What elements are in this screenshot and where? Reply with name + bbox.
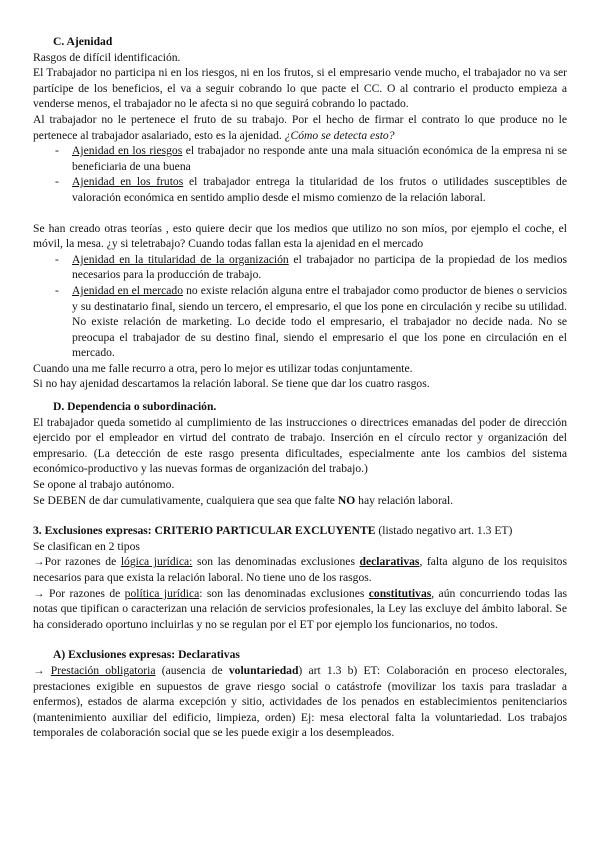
bullet-text: el trabajador no participa de la propiedad de los medios necesarios para la producción de trabajo. xyxy=(72,252,567,282)
section-3-intro: Se clasifican en 2 tipos xyxy=(33,539,140,553)
text-segment: : son las denominadas exclusiones xyxy=(199,586,369,600)
section-3-item-1 xyxy=(33,554,567,585)
list-item xyxy=(33,252,567,283)
text-segment: hay relación laboral. xyxy=(355,493,454,507)
term-constitutivas: constitutivas xyxy=(368,586,432,600)
text-segment: → Por razones de xyxy=(33,586,125,600)
section-3-title: 3. Exclusiones expresas: CRITERIO PARTICULAR EXCLUYENTE xyxy=(33,524,376,538)
text-segment: (ausencia de xyxy=(155,663,229,677)
term-voluntariedad: voluntariedad xyxy=(228,663,299,677)
list-item xyxy=(33,174,567,205)
section-d-paragraph-1: El trabajador queda sometido al cumplimiento de las instrucciones o directrices emanadas del poder de dirección ejercido por el empleador en virtud del contrato de trabajo. Inserción en el círculo rector y organización del empresario. (La detección de este rasgo presenta dificultades, especialmente ante los cambios del sistema económico-productivo y las nuevas formas de organización del trabajo.) xyxy=(33,415,567,476)
bullet-text: el trabajador entrega la titularidad de los frutos o utilidades susceptibles de valoración económica en sentido amplio desde el mismo comienzo de la relación laboral. xyxy=(72,175,567,204)
term-declarativas: declarativas xyxy=(359,555,420,569)
text-segment: →Por razones de xyxy=(33,555,121,569)
arrow-glyph: → xyxy=(33,663,51,677)
section-3-item-2 xyxy=(33,586,567,633)
bullet-text: no existe relación alguna entre el trabajador como productor de bienes o servicios y su destinatario final, siendo un tercero, el empresario, el que los pone en circulación y recibe su utilidad. No existe relación de marketing. Lo decide todo el empresario, el trabajador no decide nada. No se preocupa el trabajador de su destino final, siendo el empresario el que los pone en circulación en el mercado. xyxy=(72,283,567,360)
text-segment: , falta alguno de los requisitos necesarios para que exista la relación laboral. No tiene uno de los rasgos. xyxy=(33,555,567,584)
emphasis-no: NO xyxy=(337,493,356,507)
text-segment: ) art 1.3 b) ET: Colaboración en proceso electorales, prestaciones exigible en supuestos de grave riesgo social o catástrofe (movilizar los taxis para trasladar a enfermos), estados de alarma excepción y sitio, actividades de los penados en establecimientos penitenciarios (mantenimiento auxiliar del edificio, limpieza, orden) Ej: mesa electoral falta la voluntariedad. Los trabajos temporales de colaboración social que se les puede exigir a los desempleados. xyxy=(33,663,567,740)
section-a-paragraph xyxy=(33,663,567,741)
term-politica-juridica: política jurídica xyxy=(124,586,200,600)
section-c-paragraph-2-text: Al trabajador no le pertenece el fruto de su trabajo. Por el hecho de firmar el contrato lo que produce no le pertenece al trabajador asalariado, esto es la ajenidad. xyxy=(33,112,567,142)
bullet-term: Ajenidad en el mercado xyxy=(72,283,183,297)
bullet-term: Ajenidad en los riesgos xyxy=(72,144,183,158)
section-a-title: A) Exclusiones expresas: Declarativas xyxy=(53,648,240,662)
list-item xyxy=(33,283,567,361)
section-c-bullet-list xyxy=(33,143,567,205)
bullet-term: Ajenidad en los frutos xyxy=(72,175,184,189)
text-segment: , aún concurriendo todas las notas que tipifican o caracterizan una relación de servicios profesionales, la Ley las excluye del ámbito laboral. Se ha considerado oportuno incluirlas y no se regulan por el ET por ejemplo los funcionarios, no todos. xyxy=(33,586,568,631)
term-logica-juridica: lógica jurídica: xyxy=(120,555,193,569)
term-prestacion-obligatoria: Prestación obligatoria xyxy=(50,663,156,677)
text-segment: son las denominadas exclusiones xyxy=(192,555,360,569)
section-d-paragraph-3 xyxy=(33,493,567,509)
section-c-intro: Rasgos de difícil identificación. xyxy=(33,50,181,64)
text-segment: Se DEBEN de dar cumulativamente, cualquiera que sea que falte xyxy=(33,493,338,507)
section-c-paragraph-5: Si no hay ajenidad descartamos la relación laboral. Se tiene que dar los cuatro rasgos. xyxy=(33,377,430,391)
section-c-title: C. Ajenidad xyxy=(53,35,113,48)
section-d-paragraph-2: Se opone al trabajo autónomo. xyxy=(33,478,175,492)
section-3-heading xyxy=(33,523,567,539)
section-c-bullet-list-2 xyxy=(33,252,567,361)
section-c-paragraph-2 xyxy=(33,112,567,143)
section-c-paragraph-4: Cuando una me falle recurro a otra, pero lo mejor es utilizar todas conjuntamente. xyxy=(33,361,413,375)
section-d-title: D. Dependencia o subordinación. xyxy=(53,400,217,414)
section-c-paragraph-3: Se han creado otras teorías , esto quiere decir que los medios que utilizo no son míos, por ejemplo el coche, el móvil, la mesa. ¿y si teletrabajo? Cuando todas fallan esta la ajenidad en el mercado xyxy=(33,221,567,251)
section-c-paragraph-1: El Trabajador no participa ni en los riesgos, ni en los frutos, si el empresario vende mucho, el trabajador no va ser partícipe de los beneficios, el va a seguir cobrando lo que pacte el CC. O al contrario el producto empieza a venderse menos, el trabajador no le afecta si no que seguirá cobrando lo pactado. xyxy=(33,66,567,111)
bullet-text: el trabajador no responde ante una mala situación económica de la empresa ni se beneficiaria de una buena xyxy=(72,144,567,173)
bullet-term: Ajenidad en la titularidad de la organización xyxy=(72,252,289,266)
list-item xyxy=(33,143,567,174)
section-3-title-note: (listado negativo art. 1.3 ET) xyxy=(375,524,513,538)
section-c-question: ¿Cómo se detecta esto? xyxy=(284,128,395,142)
